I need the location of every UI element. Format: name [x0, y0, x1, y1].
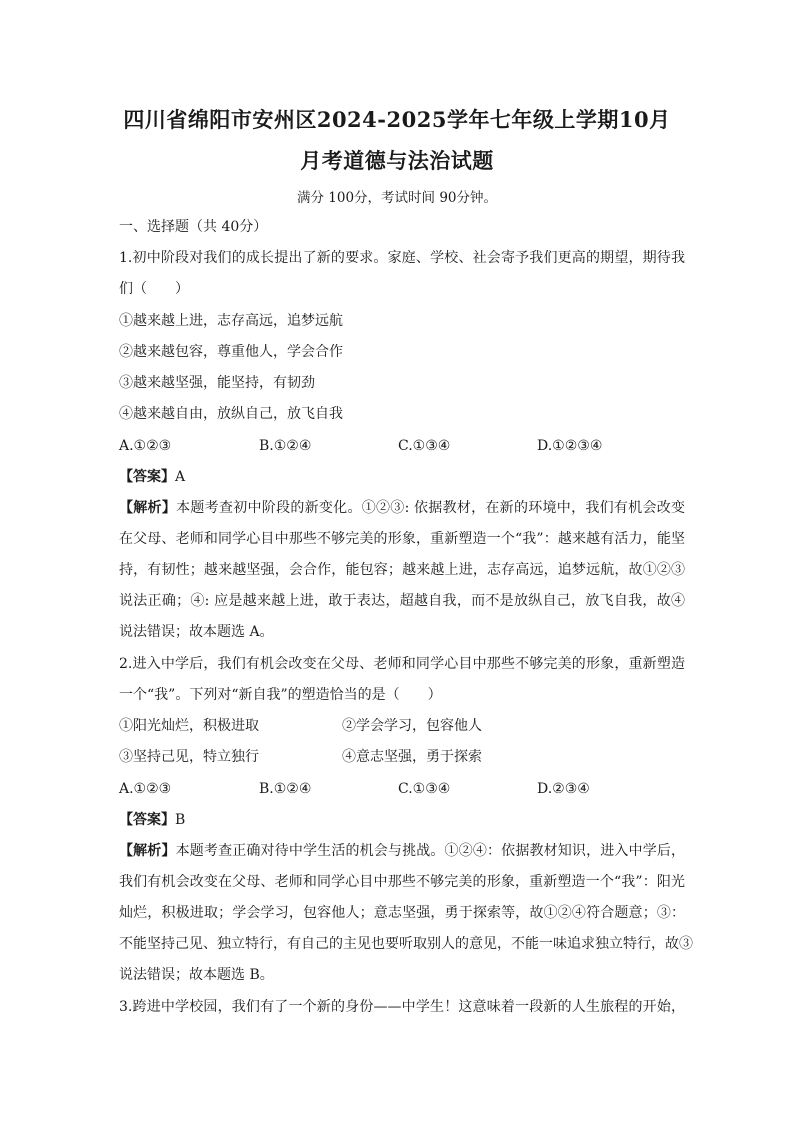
q2-analysis-line5: 说法错误；故本题选 B。 [119, 967, 274, 983]
answer-value: A [175, 469, 186, 485]
answer-tag: 【答案】 [119, 469, 175, 485]
q1-stem-line2: 们（ ） [119, 281, 189, 297]
q1-item-3: ③越来越坚强，能坚持，有韧劲 [119, 375, 315, 391]
q1-choice-a: A.①②③ [119, 438, 172, 454]
q2-item-4: ④意志坚强，勇于探索 [342, 749, 482, 765]
q2-stem-line2: 一个“我”。下列对“新自我”的塑造恰当的是（ ） [119, 687, 442, 703]
q1-choice-d: D.①②③④ [537, 438, 603, 454]
q2-stem-line1: 2.进入中学后，我们有机会改变在父母、老师和同学心目中那些不够完美的形象，重新塑造 [119, 656, 685, 672]
q2-analysis-line2: 我们有机会改变在父母、老师和同学心目中那些不够完美的形象，重新塑造一个“我”：阳光 [119, 874, 685, 890]
q2-analysis-line3: 灿烂，积极进取；学会学习，包容他人；意志坚强，勇于探索等，故①②④符合题意；③： [119, 905, 685, 921]
q1-analysis-line4: 说法正确；④: 应是越来越上进，敢于表达，超越自我，而不是放纵自己，放飞自我，故④ [119, 593, 685, 609]
q1-choice-b: B.①②④ [259, 438, 312, 454]
answer-value: B [175, 812, 186, 828]
q1-analysis-line3: 持，有韧性；越来越坚强，会合作，能包容；越来越上进，志存高远，追梦远航，故①②③ [119, 562, 685, 578]
analysis-text: 本题考查正确对待中学生活的机会与挑战。①②④：依据教材知识，进入中学后， [175, 843, 686, 859]
q1-choice-c: C.①③④ [398, 438, 451, 454]
q1-item-4: ④越来越自由，放纵自己，放飞自我 [119, 406, 343, 422]
q1-analysis-line1 [119, 498, 685, 518]
q1-analysis-line2: 在父母、老师和同学心目中那些不够完美的形象，重新塑造一个“我”：越来越有活力，能坚 [119, 531, 685, 547]
q1-analysis-line5: 说法错误；故本题选 A。 [119, 624, 274, 640]
section-heading: 一、选择题（共 40分） [119, 219, 268, 235]
exam-info: 满分 100分，考试时间 90分钟。 [296, 190, 498, 206]
q1-item-1: ①越来越上进，志存高远，追梦远航 [119, 313, 343, 329]
q2-item-1: ①阳光灿烂，积极进取 [119, 718, 259, 734]
doc-title-line1: 四川省绵阳市安州区2024-2025学年七年级上学期10月 [123, 107, 671, 132]
q2-analysis-line1 [119, 841, 685, 861]
q2-choice-c: C.①③④ [398, 781, 451, 797]
analysis-text: 本题考查初中阶段的新变化。①②③: 依据教材，在新的环境中，我们有机会改变 [176, 500, 686, 516]
q2-item-2: ②学会学习，包容他人 [342, 718, 482, 734]
analysis-tag: 【解析】 [119, 500, 177, 516]
doc-title-line2: 月考道德与法治试题 [300, 148, 494, 173]
q2-item-3: ③坚持己见，特立独行 [119, 749, 259, 765]
q1-item-2: ②越来越包容，尊重他人，学会合作 [119, 344, 343, 360]
analysis-tag: 【解析】 [119, 843, 176, 859]
q2-choice-a: A.①②③ [119, 781, 172, 797]
q1-stem-line1: 1.初中阶段对我们的成长提出了新的要求。家庭、学校、社会寄予我们更高的期望，期待我 [119, 250, 685, 266]
q1-answer [119, 467, 685, 487]
q2-answer [119, 810, 685, 830]
q2-choice-d: D.②③④ [537, 781, 590, 797]
answer-tag: 【答案】 [119, 812, 175, 828]
q2-choice-b: B.①②④ [259, 781, 312, 797]
q2-analysis-line4: 不能坚持己见、独立特行，有自己的主见也要听取别人的意见，不能一味追求独立特行，故③ [119, 936, 693, 952]
q3-stem-line1: 3.跨进中学校园，我们有了一个新的身份——中学生！这意味着一段新的人生旅程的开始， [119, 999, 685, 1015]
